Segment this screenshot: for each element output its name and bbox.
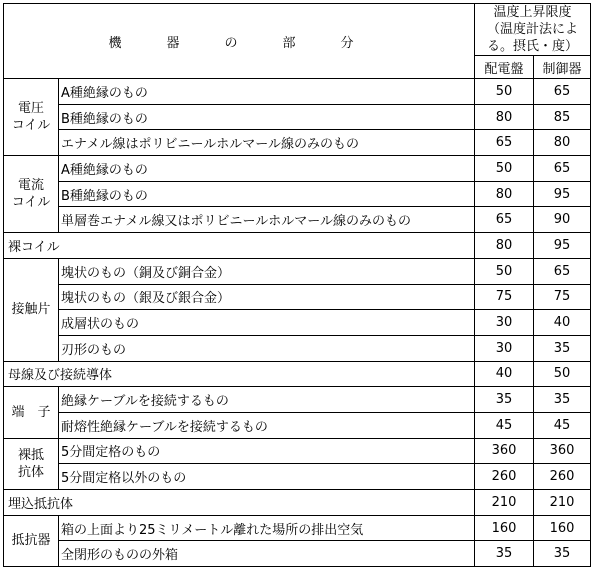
part-cell: 刃形のもの bbox=[59, 335, 475, 361]
haidenban-value-cell: 260 bbox=[475, 464, 534, 490]
part-cell: A種絶縁のもの bbox=[59, 79, 475, 105]
table-row bbox=[4, 412, 591, 438]
header-temp-line-3: る。摂氏・度） bbox=[487, 39, 579, 54]
header-temp-line-2: （温度計法によ bbox=[487, 22, 579, 37]
header-part: 機 器 の 部 分 bbox=[4, 4, 475, 79]
part-cell: A種絶縁のもの bbox=[59, 156, 475, 182]
table-body bbox=[4, 79, 591, 567]
table-row bbox=[4, 310, 591, 336]
seigyoki-value-cell: 35 bbox=[534, 541, 591, 567]
seigyoki-value-cell: 80 bbox=[534, 130, 591, 156]
part-cell: 全閉形のものの外箱 bbox=[59, 541, 475, 567]
seigyoki-value-cell: 35 bbox=[534, 335, 591, 361]
table-row bbox=[4, 181, 591, 207]
header-seigyoki: 制御器 bbox=[534, 56, 591, 79]
haidenban-value-cell: 80 bbox=[475, 233, 534, 259]
haidenban-value-cell: 35 bbox=[475, 541, 534, 567]
table-row bbox=[4, 79, 591, 105]
seigyoki-value-cell: 95 bbox=[534, 181, 591, 207]
seigyoki-value-cell: 85 bbox=[534, 104, 591, 130]
header-temp-line-1: 温度上昇限度 bbox=[493, 5, 572, 20]
part-cell: 単層巻エナメル線又はポリビニールホルマール線のみのもの bbox=[59, 207, 475, 233]
seigyoki-value-cell: 65 bbox=[534, 258, 591, 284]
table-row bbox=[4, 490, 591, 516]
haidenban-value-cell: 65 bbox=[475, 207, 534, 233]
haidenban-value-cell: 360 bbox=[475, 438, 534, 464]
group-label-line: 端 子 bbox=[11, 404, 51, 420]
group-label-cell bbox=[4, 515, 59, 566]
part-cell: 成層状のもの bbox=[59, 310, 475, 336]
table-row bbox=[4, 361, 591, 387]
table-row bbox=[4, 233, 591, 259]
group-label-line: 裸抵 bbox=[17, 447, 44, 463]
seigyoki-value-cell: 35 bbox=[534, 387, 591, 413]
group-label-line: 電圧 bbox=[17, 101, 44, 117]
part-cell: 塊状のもの（銅及び銅合金） bbox=[59, 258, 475, 284]
table-row bbox=[4, 104, 591, 130]
haidenban-value-cell: 40 bbox=[475, 361, 534, 387]
table-row bbox=[4, 541, 591, 567]
group-label-cell bbox=[4, 79, 59, 156]
haidenban-value-cell: 35 bbox=[475, 387, 534, 413]
seigyoki-value-cell: 40 bbox=[534, 310, 591, 336]
temperature-rise-table bbox=[3, 3, 591, 567]
seigyoki-value-cell: 75 bbox=[534, 284, 591, 310]
header-temp-limit bbox=[475, 4, 591, 56]
group-label-line: 接触片 bbox=[11, 302, 51, 318]
group-label-cell bbox=[4, 156, 59, 233]
seigyoki-value-cell: 45 bbox=[534, 412, 591, 438]
haidenban-value-cell: 45 bbox=[475, 412, 534, 438]
part-cell: 5分間定格のもの bbox=[59, 438, 475, 464]
group-label-cell bbox=[4, 387, 59, 438]
haidenban-value-cell: 65 bbox=[475, 130, 534, 156]
table-row bbox=[4, 515, 591, 541]
group-label-line: コイル bbox=[11, 118, 51, 134]
table-row bbox=[4, 464, 591, 490]
part-cell: 裸コイル bbox=[4, 233, 475, 259]
haidenban-value-cell: 80 bbox=[475, 181, 534, 207]
header-haidenban: 配電盤 bbox=[475, 56, 534, 79]
haidenban-value-cell: 160 bbox=[475, 515, 534, 541]
seigyoki-value-cell: 65 bbox=[534, 79, 591, 105]
part-cell: 箱の上面より25ミリメートル離れた場所の排出空気 bbox=[59, 515, 475, 541]
part-cell: 5分間定格以外のもの bbox=[59, 464, 475, 490]
part-cell: 耐熔性絶縁ケーブルを接続するもの bbox=[59, 412, 475, 438]
group-label-line: コイル bbox=[11, 195, 51, 211]
haidenban-value-cell: 75 bbox=[475, 284, 534, 310]
part-cell: B種絶縁のもの bbox=[59, 104, 475, 130]
group-label-line: 抗体 bbox=[17, 464, 44, 480]
table-row bbox=[4, 387, 591, 413]
part-cell: 塊状のもの（銀及び銀合金） bbox=[59, 284, 475, 310]
part-cell: 埋込抵抗体 bbox=[4, 490, 475, 516]
haidenban-value-cell: 50 bbox=[475, 258, 534, 284]
part-cell: B種絶縁のもの bbox=[59, 181, 475, 207]
table-row bbox=[4, 284, 591, 310]
group-label-line: 抵抗器 bbox=[11, 533, 51, 549]
group-label-line: 電流 bbox=[17, 178, 44, 194]
haidenban-value-cell: 80 bbox=[475, 104, 534, 130]
haidenban-value-cell: 30 bbox=[475, 310, 534, 336]
table-row bbox=[4, 258, 591, 284]
seigyoki-value-cell: 210 bbox=[534, 490, 591, 516]
seigyoki-value-cell: 90 bbox=[534, 207, 591, 233]
table-row bbox=[4, 335, 591, 361]
haidenban-value-cell: 210 bbox=[475, 490, 534, 516]
table-row bbox=[4, 438, 591, 464]
group-label-cell bbox=[4, 438, 59, 489]
part-cell: エナメル線はポリビニールホルマール線のみのもの bbox=[59, 130, 475, 156]
seigyoki-value-cell: 65 bbox=[534, 156, 591, 182]
group-label-cell bbox=[4, 258, 59, 361]
seigyoki-value-cell: 95 bbox=[534, 233, 591, 259]
seigyoki-value-cell: 260 bbox=[534, 464, 591, 490]
table-row bbox=[4, 130, 591, 156]
seigyoki-value-cell: 50 bbox=[534, 361, 591, 387]
seigyoki-value-cell: 160 bbox=[534, 515, 591, 541]
table-row bbox=[4, 207, 591, 233]
haidenban-value-cell: 50 bbox=[475, 156, 534, 182]
haidenban-value-cell: 30 bbox=[475, 335, 534, 361]
haidenban-value-cell: 50 bbox=[475, 79, 534, 105]
part-cell: 絶縁ケーブルを接続するもの bbox=[59, 387, 475, 413]
table-row bbox=[4, 156, 591, 182]
part-cell: 母線及び接続導体 bbox=[4, 361, 475, 387]
seigyoki-value-cell: 360 bbox=[534, 438, 591, 464]
